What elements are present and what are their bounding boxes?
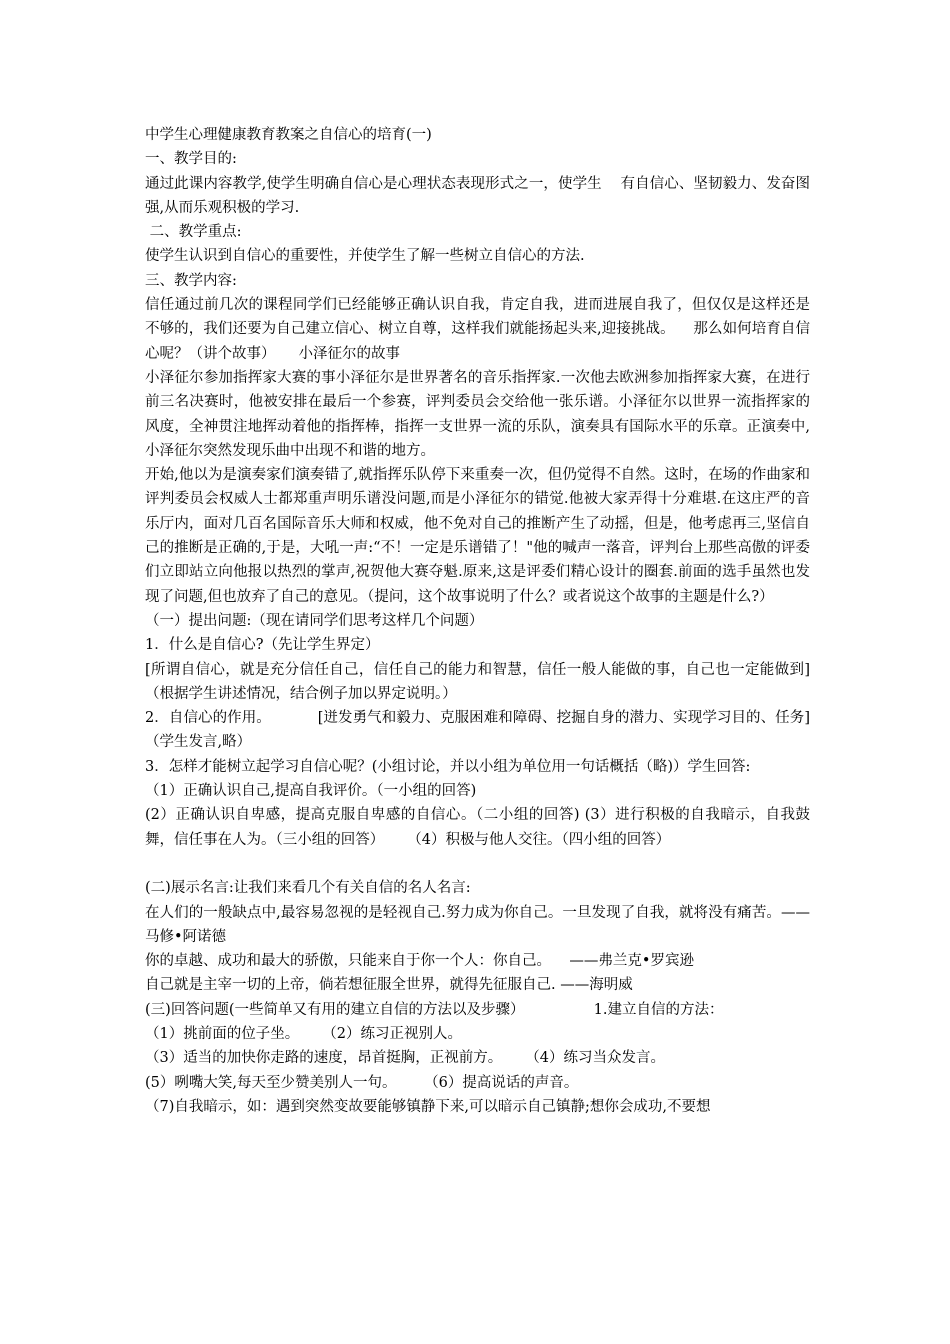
section-heading-focus: 二、教学重点:: [145, 224, 242, 241]
quote-robinson: 你的卓越、成功和最大的骄傲，只能来自于你一个人：你自己。 ——弗兰克•罗宾逊: [145, 953, 694, 970]
method-5-6: (5）咧嘴大笑,每天至少赞美别人一句。 （6）提高说话的声音。: [145, 1074, 579, 1091]
paragraph-story-part2: 开始,他以为是演奏家们演奏错了,就指挥乐队停下来重奏一次，但仍觉得不自然。这时，在场的作曲家和评判委员会权威人士都郑重声明乐谱没问题,而是小泽征尔的错觉.他被大家弄得十分难堪.在这庄严的音乐厅内，面对几百名国际音乐大师和权威，他不免对自己的推断产生了动摇，但是，他考虑再三,坚信自己的推断是正确的,于是，大吼一声:“不！一定是乐谱错了！"他的喊声一落音，评判台上那些高傲的评委们立即站立向他报以热烈的掌声,祝贺他大赛夺魁.原来,这是评委们精心设计的圈套.前面的选手虽然也发现了问题,但也放弃了自己的意见。（提问，这个故事说明了什么？或者说这个故事的主题是什么?）: [145, 467, 810, 605]
group-answers-2-4: (2）正确认识自卑感，提高克服自卑感的自信心。（二小组的回答) (3）进行积极的自我暗示，自我鼓舞，信任事在人为。（三小组的回答） （4）积极与他人交往。（四小组的回答）: [145, 807, 810, 848]
quote-arnold: 在人们的一般缺点中,最容易忽视的是轻视自己.努力成为你自己。一旦发现了自我，就将没有痛苦。——马修•阿诺德: [145, 904, 810, 945]
document-title: 中学生心理健康教育教案之自信心的培育(一): [145, 127, 432, 143]
question-3: 3．怎样才能树立起学习自信心呢？(小组讨论，并以小组为单位用一句话概括（略)）学生回答:: [145, 758, 751, 775]
method-3-4: （3）适当的加快你走路的速度，昂首挺胸，正视前方。 （4）练习当众发言。: [145, 1050, 665, 1067]
paragraph-focus: 使学生认识到自信心的重要性，并使学生了解一些树立自信心的方法.: [145, 248, 585, 265]
subheading-methods: (三)回答问题(一些简单又有用的建立自信的方法以及步骤） 1.建立自信的方法：: [145, 1001, 724, 1018]
question-1: 1．什么是自信心?（先让学生界定）: [145, 637, 380, 654]
document-body: [145, 123, 820, 1119]
method-7: （7)自我暗示，如：遇到突然变故要能够镇静下来,可以暗示自己镇静;想你会成功,不要想: [145, 1098, 711, 1115]
paragraph-story-part1: 小泽征尔参加指挥家大赛的事小泽征尔是世界著名的音乐指挥家.一次他去欧洲参加指挥家大赛，在进行前三名决赛时，他被安排在最后一个参赛，评判委员会交给他一张乐谱。小泽征尔以世界一流指挥家的风度，全神贯注地挥动着他的指挥棒，指挥一支世界一流的乐队，演奏具有国际水平的乐章。正演奏中,小泽征尔突然发现乐曲中出现不和谐的地方。: [145, 369, 810, 459]
paragraph-intro: 信任通过前几次的课程同学们已经能够正确认识自我，肯定自我，进而进展自我了，但仅仅是这样还是不够的，我们还要为自己建立信心、树立自尊，这样我们就能扬起头来,迎接挑战。 那么如何培育自信心呢？（讲个故事） 小泽征尔的故事: [145, 297, 810, 362]
paragraph-objectives: 通过此课内容教学,使学生明确自信心是心理状态表现形式之一，使学生 有自信心、坚韧毅力、发奋图强,从而乐观积极的学习.: [145, 175, 810, 216]
method-1-2: （1）挑前面的位子坐。 （2）练习正视别人。: [145, 1025, 462, 1042]
section-heading-content: 三、教学内容:: [145, 272, 237, 289]
blank-line: [145, 852, 810, 876]
quote-hemingway: 自己就是主宰一切的上帝，倘若想征服全世界，就得先征服自己. ——海明威: [145, 977, 633, 994]
group-answer-1: （1）正确认识自己,提高自我评价。（一小组的回答): [145, 783, 477, 800]
subheading-questions: （一）提出问题:（现在请同学们思考这样几个问题）: [145, 612, 484, 629]
subheading-quotes: (二)展示名言:让我们来看几个有关自信的名人名言:: [145, 880, 471, 897]
question-2: 2．自信心的作用。 [迸发勇气和毅力、克服困难和障碍、挖掘自身的潜力、实现学习目的、任务]（学生发言,略）: [145, 710, 810, 751]
section-heading-objectives: 一、教学目的:: [145, 151, 237, 168]
answer-1: [所谓自信心，就是充分信任自己，信任自己的能力和智慧，信任一般人能做的事，自己也一定能做到] （根据学生讲述情况，结合例子加以界定说明。）: [145, 661, 820, 702]
